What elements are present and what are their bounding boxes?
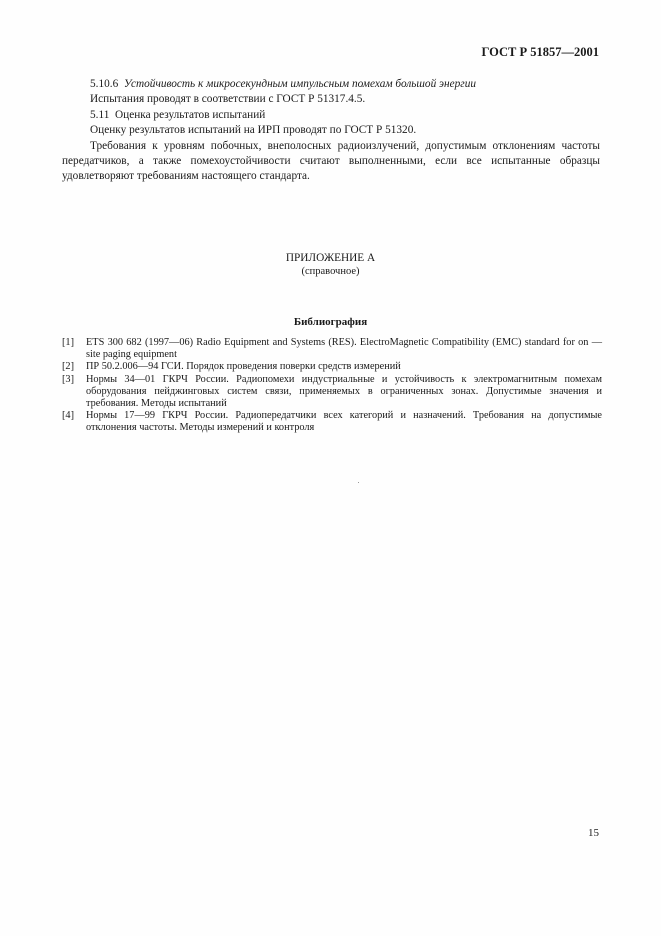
section-title: Оценка результатов испытаний: [115, 108, 266, 121]
section-number: 5.10.6: [90, 78, 119, 90]
scan-speck: [358, 482, 359, 483]
bibliography-item-number: [2]: [62, 361, 75, 373]
section-5-11-text-1: Оценку результатов испытаний на ИРП проводят по ГОСТ Р 51320.: [90, 124, 417, 137]
bibliography-item-text: ПР 50.2.006—94 ГСИ. Порядок проведения поверки средств измерений: [86, 361, 401, 373]
appendix-subtitle: (справочное): [301, 266, 360, 277]
body-text: [62, 77, 600, 185]
section-5-11-heading: [90, 108, 600, 123]
section-title: Устойчивость к микросекундным импульсным помехам большой энергии: [123, 78, 477, 90]
section-5-10-6-text: Испытания проводят в соответствии с ГОСТ Р 51317.4.5.: [90, 93, 366, 106]
page-number: 15: [588, 827, 599, 839]
bibliography-item: [62, 361, 602, 373]
standard-code-header: ГОСТ Р 51857—2001: [481, 45, 599, 59]
section-number: 5.11: [90, 108, 110, 121]
bibliography-item-text: ETS 300 682 (1997—06) Radio Equipment and Systems (RES). ElectroMagnetic Compatibility (EMC) standard for on — site paging equipment: [86, 337, 602, 361]
bibliography-list: [62, 337, 602, 435]
bibliography-item-number: [4]: [62, 410, 75, 422]
bibliography-item-number: [3]: [62, 373, 75, 385]
appendix-title: ПРИЛОЖЕНИЕ А: [285, 252, 376, 264]
bibliography-item: [62, 410, 602, 434]
bibliography-item-text: Нормы 17—99 ГКРЧ России. Радиопередатчики всех категорий и назначений. Требования на допустимые отклонения частоты. Методы измерений и контроля: [86, 410, 602, 434]
bibliography-item-text: Нормы 34—01 ГКРЧ России. Радиопомехи индустриальные и устойчивость к электромагнитным помехам оборудования пейджинговых систем связи, применяемых в ограниченных зонах. Допустимые значения и требования. Методы испытаний: [86, 373, 602, 410]
appendix-heading: [0, 252, 661, 278]
bibliography-item: [62, 337, 602, 361]
section-5-10-6-heading: [90, 77, 600, 92]
bibliography-item-number: [1]: [62, 337, 75, 348]
section-5-11-text-2: Требования к уровням побочных, внеполосных радиоизлучений, допустимым отклонениям частоты передатчиков, а также помехоустойчивости считают выполненными, если все испытанные образцы удовлетворяют требованиям настоящего стандарта.: [62, 139, 600, 183]
bibliography-title: Библиография: [293, 316, 368, 328]
bibliography-item: [62, 374, 602, 411]
